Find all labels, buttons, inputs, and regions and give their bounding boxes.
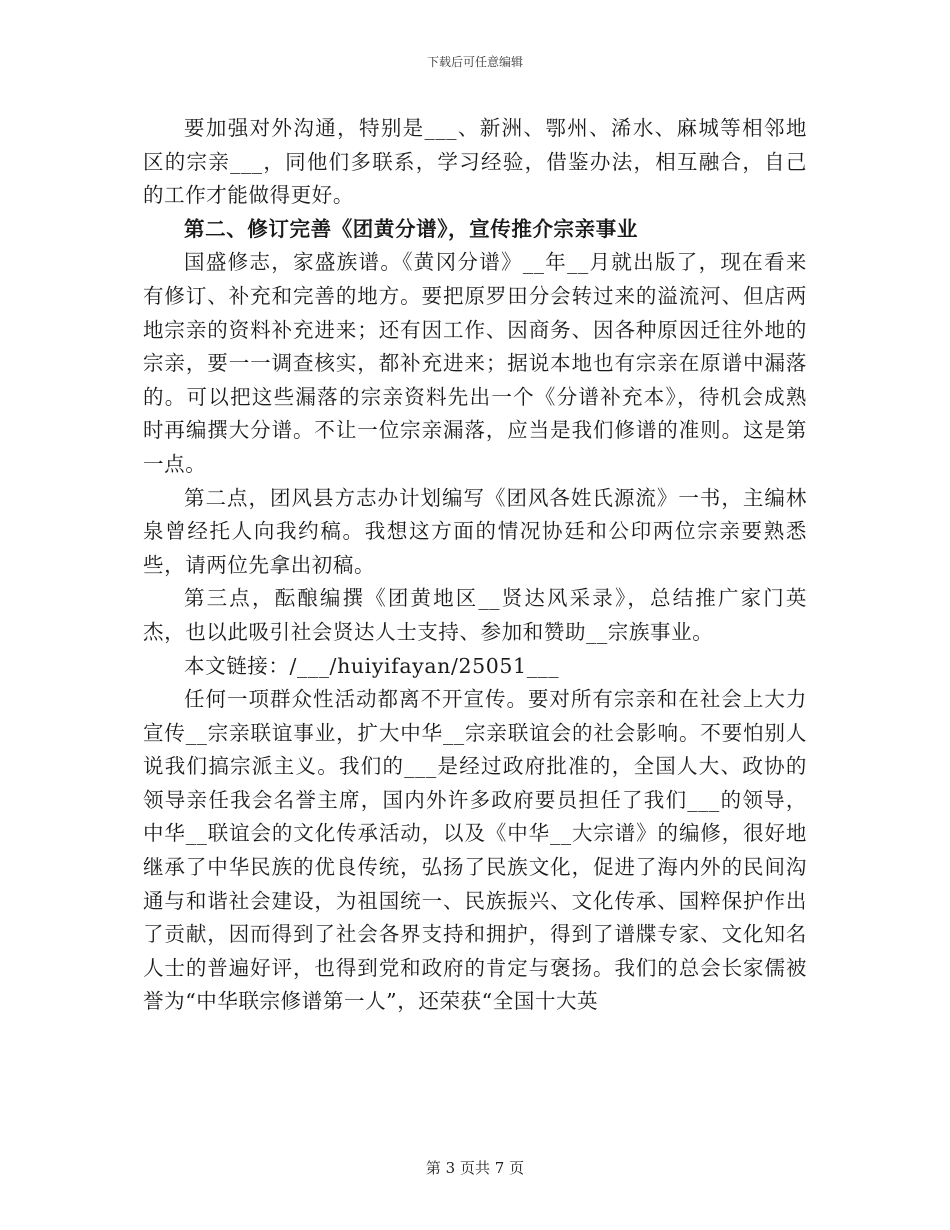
paragraph-point-three: 第三点，酝酿编撰《团黄地区__贤达风采录》，总结推广家门英杰，也以此吸引社会贤达人士支持、参加和赞助__宗族事业。: [143, 586, 807, 644]
paragraph-revise-genealogy: 国盛修志，家盛族谱。《黄冈分谱》__年__月就出版了，现在看来有修订、补充和完善的地方。要把原罗田分会转过来的溢流河、但店两地宗亲的资料补充进来；还有因工作、因商务、因各种原因迁往外地的宗亲，要一一调查核实，都补充进来；据说本地也有宗亲在原谱中漏落的。可以把这些漏落的宗亲资料先出一个《分谱补充本》，待机会成熟时再编撰大分谱。不让一位宗亲漏落，应当是我们修谱的准则。这是第一点。: [143, 250, 807, 476]
paragraph-outreach: 要加强对外沟通，特别是___、新洲、鄂州、浠水、麻城等相邻地区的宗亲___，同他们多联系，学习经验，借鉴办法，相互融合，自己的工作才能做得更好。: [143, 116, 807, 208]
paragraph-point-two: 第二点，团风县方志办计划编写《团风各姓氏源流》一书，主编林泉曾经托人向我约稿。我想这方面的情况协廷和公印两位宗亲要熟悉些，请两位先拿出初稿。: [143, 485, 807, 577]
page-footer-number: 第 3 页共 7 页: [425, 1159, 525, 1177]
paragraph-publicity: 任何一项群众性活动都离不开宣传。要对所有宗亲和在社会上大力宣传__宗亲联谊事业，扩大中华__宗亲联谊会的社会影响。不要怕别人说我们搞宗派主义。我们的___是经过政府批准的，全国人大、政协的领导亲任我会名誉主席，国内外许多政府要员担任了我们___的领导，中华__联谊会的文化传承活动，以及《中华__大宗谱》的编修，很好地继承了中华民族的优良传统，弘扬了民族文化，促进了海内外的民间沟通与和谐社会建设，为祖国统一、民族振兴、文化传承、国粹保护作出了贡献，因而得到了社会各界支持和拥护，得到了谱牒专家、文化知名人士的普遍好评，也得到党和政府的肯定与褒扬。我们的总会长家儒被誉为“中华联宗修谱第一人”，还荣获“全国十大英: [143, 687, 807, 1014]
paragraph-article-link: 本文链接：/___/huiyifayan/25051___: [184, 653, 560, 678]
document-body: [143, 112, 807, 1019]
page-header-note: 下载后可任意编辑: [426, 55, 523, 69]
section-heading-two: 第二、修订完善《团黄分谱》，宣传推介宗亲事业: [184, 216, 638, 241]
